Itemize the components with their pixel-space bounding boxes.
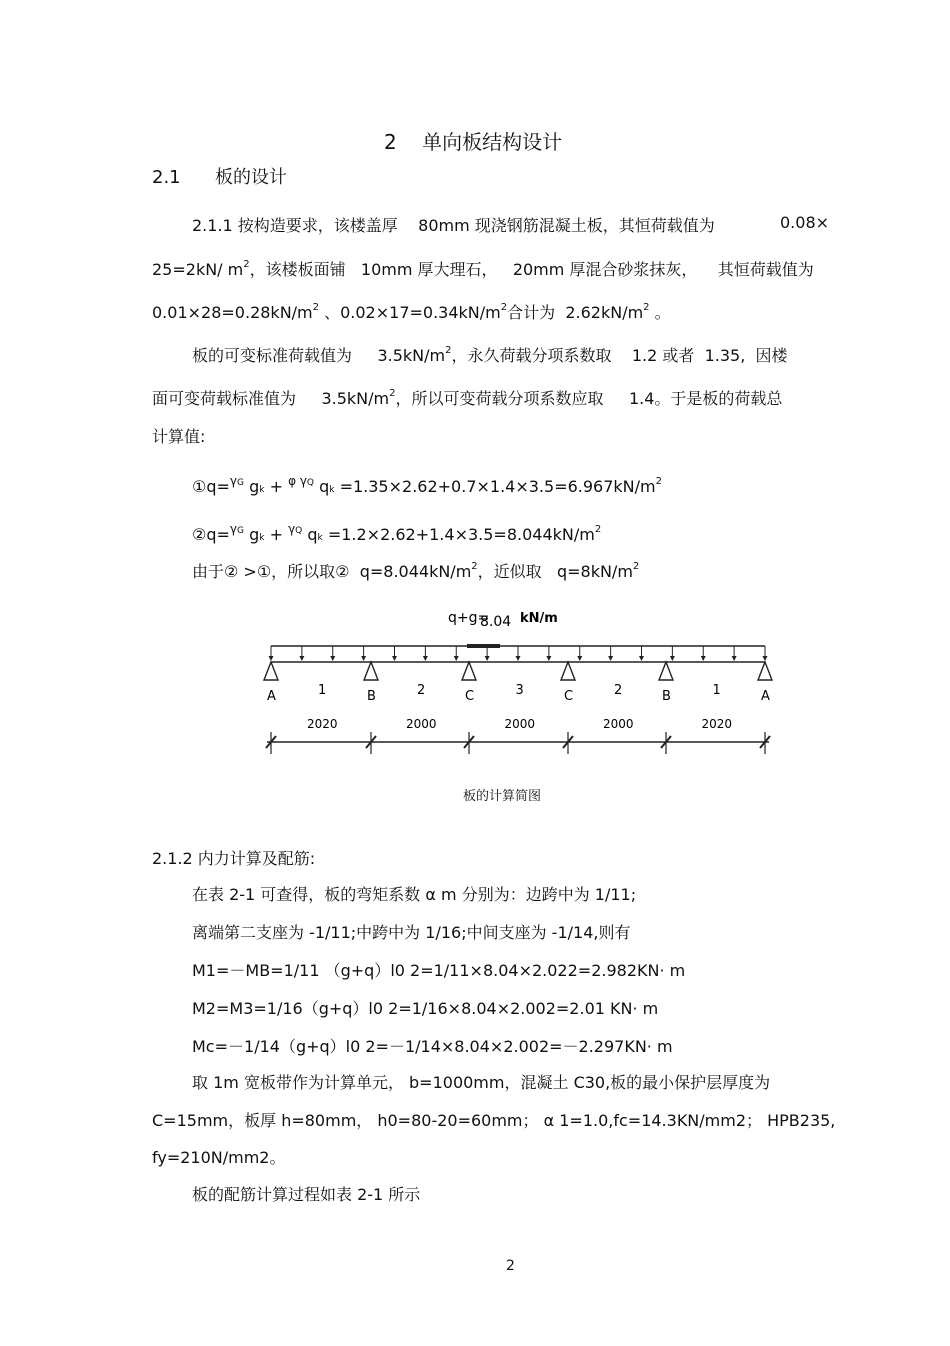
- equation-q2: [192, 522, 601, 544]
- support-triangle: [462, 662, 476, 680]
- p1-line-1: [192, 213, 715, 236]
- body-line-9: 板的配筋计算过程如表 2-1 所示: [192, 1185, 421, 1204]
- unit-sq: 2: [643, 302, 650, 313]
- subscript: k: [317, 533, 323, 543]
- load-arrowhead: [485, 656, 490, 661]
- text: ，永久荷载分项系数取: [451, 346, 612, 365]
- text: q=8kN/: [556, 562, 618, 581]
- span-label: 1: [318, 683, 327, 698]
- p1-line-3: [152, 300, 671, 323]
- subscript: G: [237, 526, 244, 536]
- body-line-8: fy=210N/mm2。: [152, 1148, 286, 1167]
- text: =1.35×2.62+0.7×1.4×3.5=6.967kN/: [339, 477, 641, 496]
- unit-m: m: [455, 562, 472, 581]
- body-line-2: 离端第二支座为 -1/11;中跨中为 1/16;中间支座为 -1/14,则有: [192, 923, 631, 942]
- text: 20mm 厚混合砂浆抹灰，: [512, 260, 698, 279]
- unit-m: m: [373, 389, 390, 408]
- text: 板的可变标准荷载值为: [192, 346, 353, 365]
- text: 2.1.1 按构造要求，该楼盖厚: [192, 216, 398, 235]
- unit-sq: 2: [655, 476, 662, 487]
- support-triangle: [758, 662, 772, 680]
- text: 1.35,: [704, 346, 746, 365]
- p1-line-2: [152, 257, 814, 280]
- support-triangle: [561, 662, 575, 680]
- moment-mc: Mc=－1/14（g+q）l0 2=－1/14×8.04×2.002=－2.297KN· m: [192, 1037, 673, 1056]
- unit-m: m: [297, 303, 313, 322]
- load-arrowhead: [577, 656, 582, 661]
- load-value: 8.04: [480, 614, 512, 630]
- heading-title: 单向板结构设计: [422, 130, 563, 154]
- load-arrowhead: [392, 656, 397, 661]
- load-arrowhead: [299, 656, 304, 661]
- support-label: C: [465, 689, 475, 704]
- text: g: [249, 477, 260, 496]
- load-arrowhead: [670, 656, 675, 661]
- load-arrowhead: [608, 656, 613, 661]
- heading-number: 2: [384, 130, 397, 154]
- unit-m: m: [627, 303, 644, 322]
- load-label: q+g=: [448, 610, 490, 626]
- equation-q1: [192, 474, 662, 496]
- section-title: 板的设计: [214, 167, 287, 188]
- unit-sq: 2: [594, 524, 602, 535]
- unit-sq: 2: [243, 259, 250, 270]
- unit-sq: 2: [471, 561, 478, 572]
- page-number: 2: [506, 1258, 515, 1274]
- unit-sq: 2: [389, 388, 396, 399]
- span-label: 1: [712, 683, 721, 698]
- load-arrowhead: [546, 656, 551, 661]
- phi-symbol: φ: [288, 474, 296, 488]
- unit-m: m: [579, 525, 595, 544]
- unit-sq: 2: [445, 345, 452, 356]
- gamma-symbol: γ: [288, 522, 296, 536]
- subscript: k: [259, 485, 265, 495]
- moment-m1: M1=－MB=1/11 （g+q）l0 2=1/11×8.04×2.022=2.982KN· m: [192, 961, 686, 980]
- text: q: [307, 525, 318, 544]
- beam-group: [264, 646, 772, 754]
- p2-line-3: 计算值:: [152, 427, 206, 446]
- gamma-symbol: γ: [299, 474, 307, 488]
- unit-sq: 2: [500, 302, 508, 313]
- text: 、0.02×17=0.34kN/: [324, 303, 486, 322]
- unit-sq: 2: [312, 302, 320, 313]
- text: ，近似取: [477, 562, 542, 581]
- text: 3.5kN/: [377, 346, 430, 365]
- text: 面可变荷载标准值为: [152, 389, 297, 408]
- span-length: 2020: [307, 717, 338, 731]
- text: 3.5kN/: [321, 389, 374, 408]
- beam-diagram: [255, 600, 785, 770]
- text: q: [319, 477, 330, 496]
- subscript: G: [237, 478, 244, 488]
- text: =1.2×2.62+1.4×3.5=8.044kN/: [327, 525, 580, 544]
- load-arrowhead: [330, 656, 335, 661]
- text: 因楼: [755, 346, 788, 365]
- unit-m: m: [429, 346, 446, 365]
- p2-line-1: [192, 343, 787, 366]
- gamma-symbol: γ: [229, 474, 238, 488]
- text: 80mm 现浇钢筋混凝土板，其恒荷载值为: [418, 216, 715, 235]
- section-heading: [152, 163, 287, 189]
- text: 由于② >①，所以取②: [192, 562, 350, 581]
- unit-m: m: [485, 303, 501, 322]
- text: +: [269, 525, 283, 544]
- p1-line-1-end: 0.08×: [780, 213, 830, 232]
- text: ②q=: [192, 525, 230, 544]
- unit-m: m: [227, 260, 244, 279]
- text: 。: [654, 303, 671, 322]
- span-label: 2: [417, 683, 426, 698]
- text: 0.01×28=0.28kN/: [152, 303, 298, 322]
- span-length: 2000: [406, 717, 437, 731]
- load-arrowhead: [454, 656, 459, 661]
- span-label: 3: [515, 683, 524, 698]
- section-number: 2.1: [152, 167, 181, 188]
- load-arrowhead: [516, 656, 521, 661]
- text: g: [249, 525, 260, 544]
- unit-m: m: [617, 562, 633, 581]
- span-length: 2000: [504, 717, 536, 731]
- text: 2.62kN/: [565, 303, 628, 322]
- unit-sq: 2: [632, 561, 640, 572]
- text: ，所以可变荷载分项系数应取: [395, 389, 604, 408]
- subscript: Q: [306, 478, 315, 488]
- diagram-caption: 板的计算简图: [463, 789, 542, 804]
- load-unit: kN/m: [520, 611, 558, 626]
- body-line-7: C=15mm，板厚 h=80mm， h0=80-20=60mm； α 1=1.0,fc=14.3KN/mm2； HPB235,: [152, 1111, 836, 1130]
- gamma-symbol: γ: [229, 522, 238, 536]
- load-arrowhead: [639, 656, 644, 661]
- text: ①q=: [192, 477, 230, 496]
- span-length: 2000: [603, 717, 634, 731]
- moment-m2-m3: M2=M3=1/16（g+q）l0 2=1/16×8.04×2.002=2.01 KN· m: [192, 999, 659, 1018]
- text: 1.4。于是板的荷载总: [628, 389, 783, 408]
- support-label: B: [662, 689, 671, 704]
- unit-m: m: [640, 477, 656, 496]
- text: 10mm 厚大理石，: [360, 260, 498, 279]
- support-triangle: [659, 662, 673, 680]
- load-arrowhead: [361, 656, 366, 661]
- text: 25=2kN/: [152, 260, 223, 279]
- span-label: 2: [614, 683, 623, 698]
- text: ，该楼板面铺: [249, 260, 346, 279]
- support-label: C: [564, 689, 574, 704]
- body-line-6: 取 1m 宽板带作为计算单元， b=1000mm，混凝土 C30,板的最小保护层厚度为: [192, 1073, 771, 1092]
- text: 其恒荷载值为: [717, 260, 814, 279]
- text: 合计为: [507, 303, 556, 322]
- page-heading: [384, 126, 562, 155]
- support-label: B: [367, 689, 376, 704]
- text: q=8.044kN/: [359, 562, 456, 581]
- conclusion-line: [192, 559, 639, 582]
- support-label: A: [267, 689, 276, 704]
- subscript: k: [259, 533, 265, 543]
- load-arrowhead: [423, 656, 428, 661]
- body-line-1: 在表 2-1 可查得，板的弯矩系数 α m 分别为：边跨中为 1/11;: [192, 885, 637, 904]
- text: 1.2 或者: [631, 346, 695, 365]
- support-triangle: [264, 662, 278, 680]
- text: +: [269, 477, 283, 496]
- load-arrowhead: [732, 656, 737, 661]
- subscript: k: [329, 485, 335, 495]
- p2-line-2: [152, 386, 782, 409]
- support-triangle: [364, 662, 378, 680]
- load-arrowhead: [701, 656, 706, 661]
- span-length: 2020: [701, 717, 733, 731]
- subscript: Q: [295, 526, 303, 536]
- subsection-title: 2.1.2 内力计算及配筋:: [152, 849, 316, 868]
- support-label: A: [761, 689, 770, 704]
